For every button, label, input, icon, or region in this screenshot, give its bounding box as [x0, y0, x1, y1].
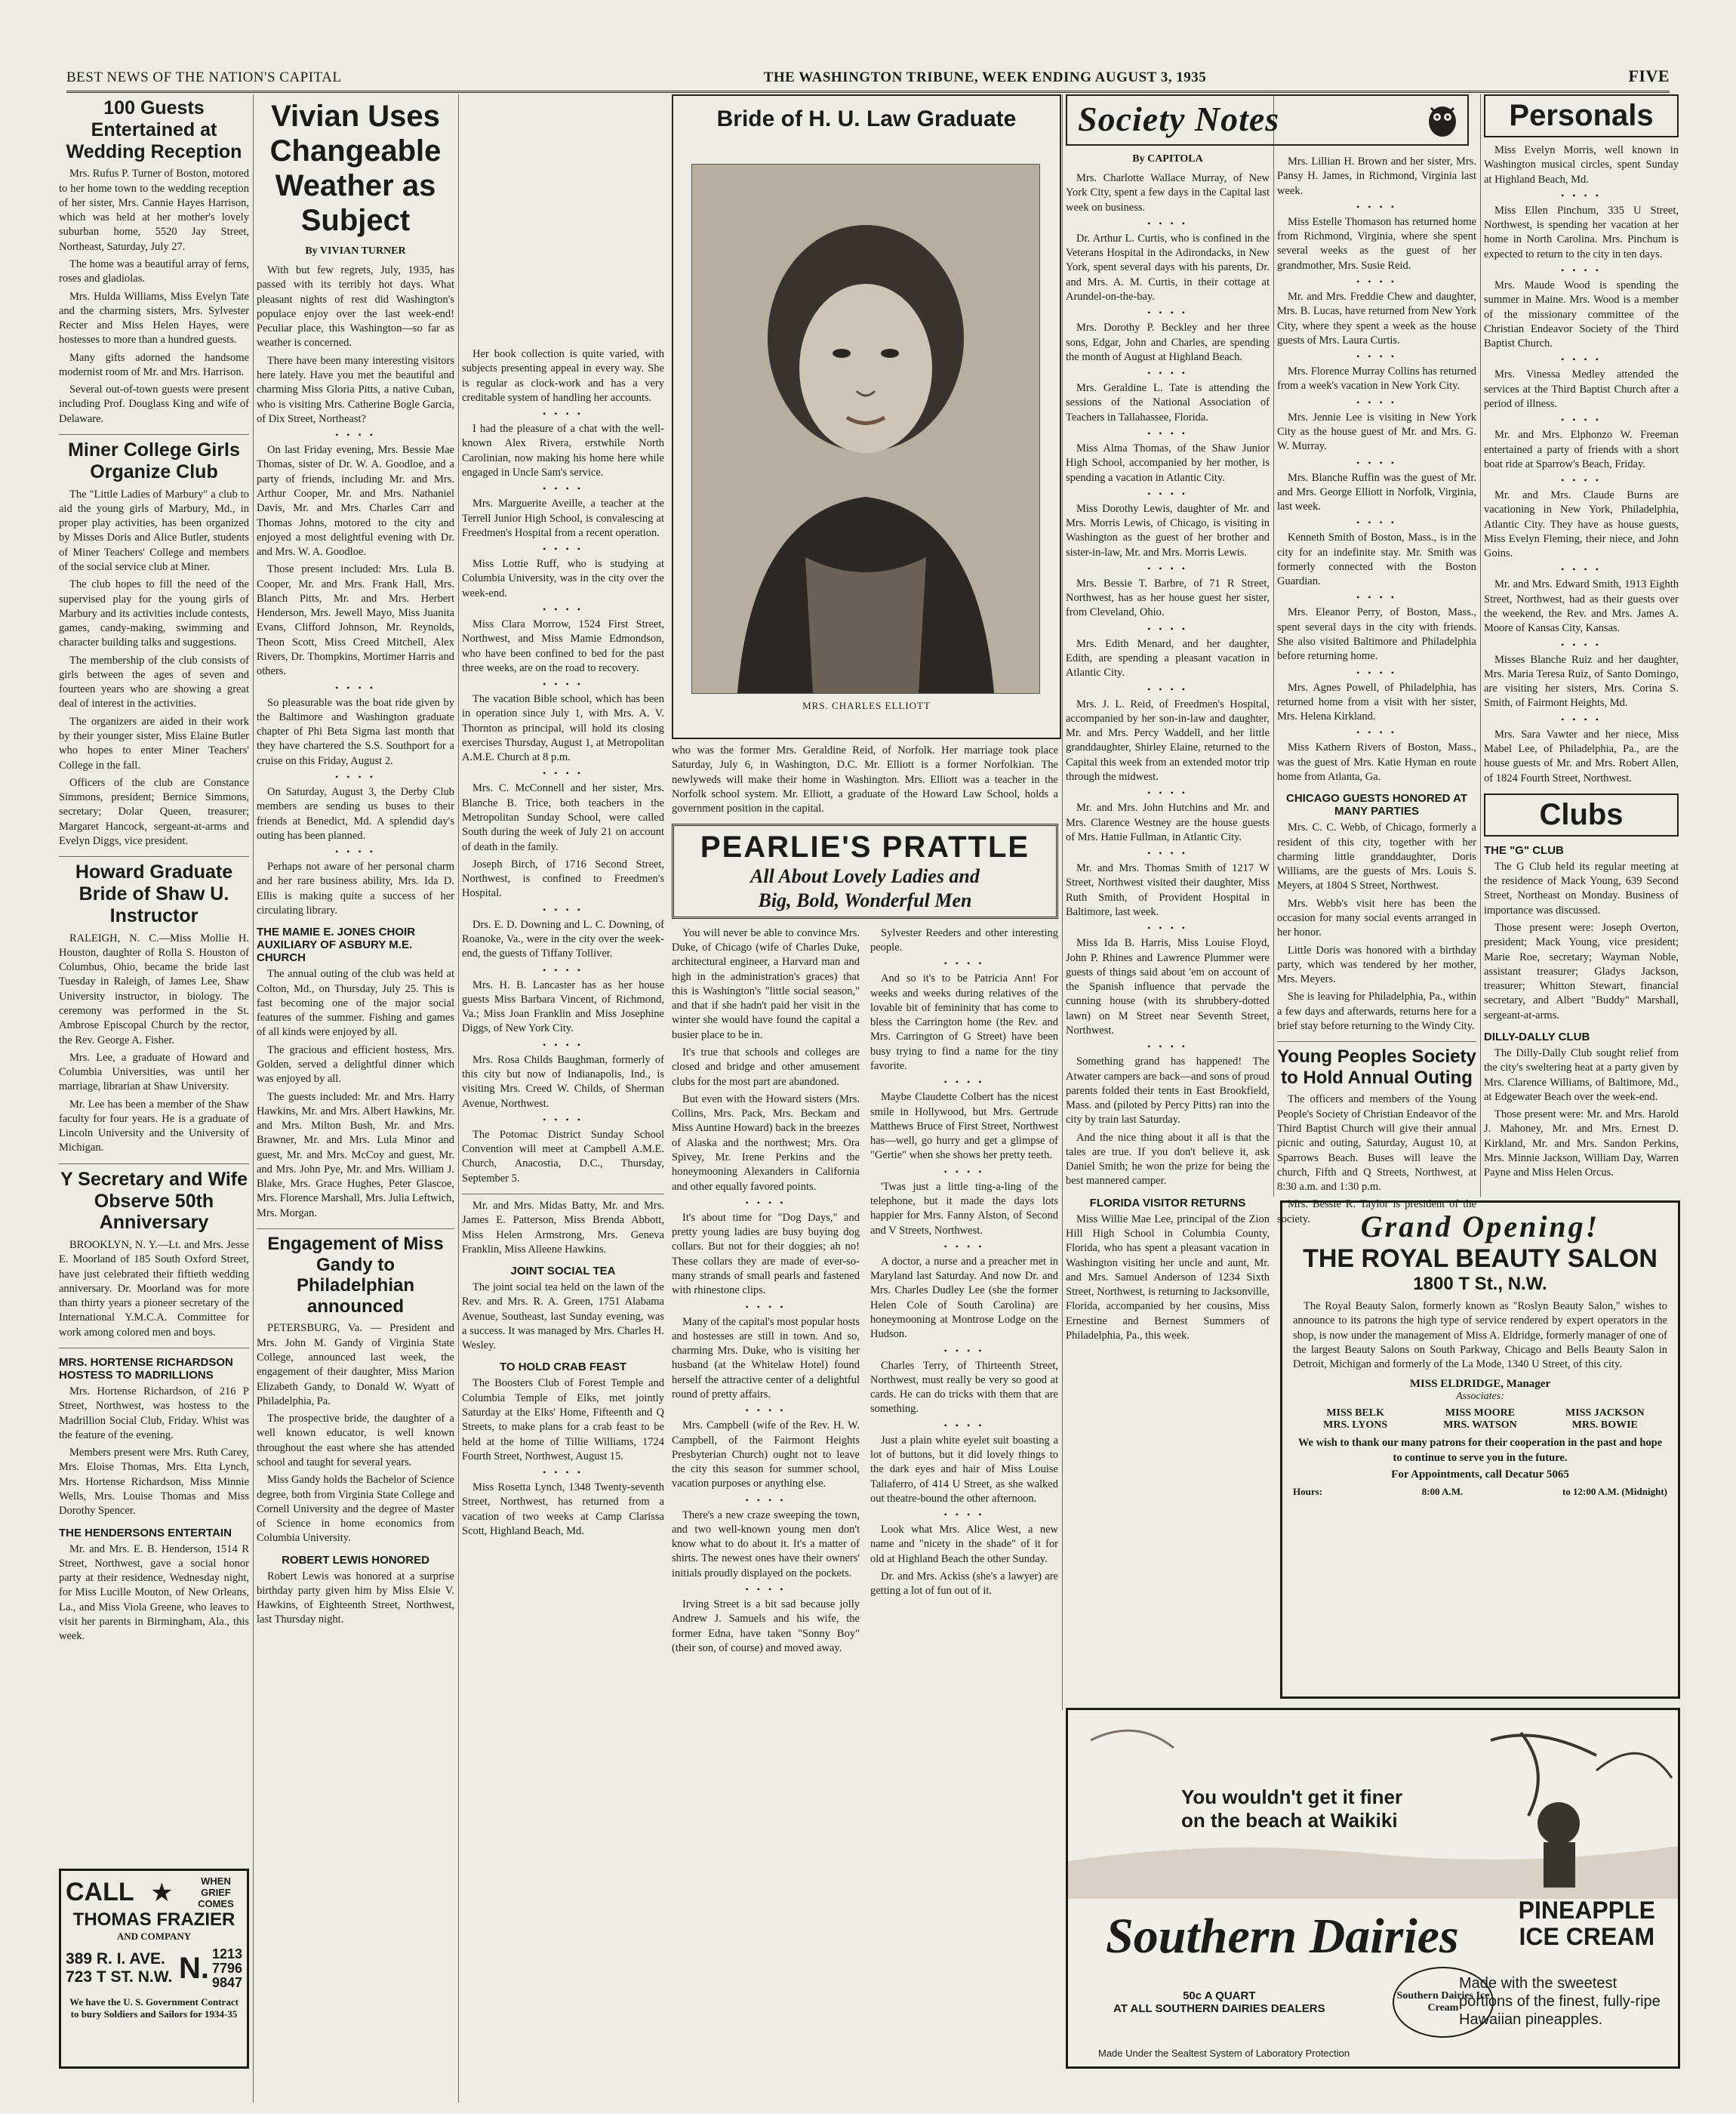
- paragraph: The prospective bride, the daughter of a well known educator, is well known throughout the east where she has attended school and taught for several years.: [257, 1413, 454, 1468]
- paragraph: The Dilly-Dally Club sought relief from the city's sweltering heat at a party given by Mrs. Clarence Williams, of Baltimore, Md., at Edgewater Beach over the week-end.: [1484, 1046, 1679, 1103]
- paragraph: Mr. and Mrs. Claude Burns are vacationing in New York, Philadelphia, Atlantic City. They have as house guests, Miss Evelyn Fleming, their niece, and John Goins.: [1484, 489, 1679, 560]
- paragraph: But even with the Howard sisters (Mrs. Collins, Mrs. Pack, Mrs. Beckam and Miss Auntine Howard) back in the breezes of Alaska and the northwest; Mrs. Ora Spivey, Mr. Irene Perkins and the honeymooning Alexanders in California and other equally favored points.: [672, 1092, 860, 1193]
- paragraph: Those present included: Mrs. Lula B. Cooper, Mr. and Mrs. Frank Hall, Mrs. Blanch Pitts, Mr. and Mrs. Herbert Henderson, Mrs. Jewell Mayo, Miss Juanita Evans, Clifford Johnson, Mr. Reynolds, Theon Scott, Miss Creed Mitchell, Alex Rivers, Dr. Thompkins, Mortimer Harris and others.: [257, 563, 454, 678]
- ad-salon-appointments: For Appointments, call Decatur 5065: [1391, 1468, 1569, 1481]
- society-notes-title: Society Notes: [1078, 100, 1280, 138]
- ad-royal-beauty-salon: [1280, 1200, 1680, 1699]
- ad-dairy-line-1: You wouldn't get it finer: [1181, 1786, 1403, 1808]
- column-1: [59, 94, 249, 1861]
- column-6: Mrs. Lillian H. Brown and her sister, Mrs. Pansy H. James, in Richmond, Virginia last week. • • • • Miss Estelle Thomason has returned home from Richmond, Virginia, where she spent several weeks as the guest of her grandmother, Mrs. Susie Reid. • • • • Mr. and Mrs. Freddie Chew and daughter, Mrs. B. Lucas, have returned from New York City, where they spent a week as the house guests of Mrs. Laura Curtis. • • • • Mrs. Florence Murray Collins has returned from a week's vacation in New York City. • • • • Mrs. Jennie Lee is visiting in New York City as the house guest of Mr. and Mrs. G. W. Murray. • • • • Mrs. Blanche Ruffin was the guest of Mr. and Mrs. George Elliott in Norfolk, Virginia, last week. • • • • Kenneth Smith of Boston, Mass., is in the city for an indefinite stay. Mr. Smith was formerly connected with the Boston Guardian. • • • • Mrs. Eleanor Perry, of Boston, Mass., spent several days in the city with friends. She also visited Baltimore and Philadelphia before returning home. • • • • Mrs. Agnes Powell, of Philadelphia, has returned home from a visit with her sister, Mrs. Helena Kirkland. • • • • Miss Kathern Rivers of Boston, Mass., was the guest of Mrs. Katie Hyman en route home from Atlanta, Ga. CHICAGO GUESTS HONORED AT MANY PARTIES Mrs. C. C. Webb, of Chicago, formerly a resident of this city, together with her charming little granddaughter, Doris Williams, are the guests of Mrs. Louis S. Meyers, at 1804 S Street, Northwest. Mrs. Webb's visit here has been the occasion for many social events arranged in her honor. Little Doris was honored with a birthday party, which was tendered by her mother, Mrs. Meyers. She is leaving for Philadelphia, Pa., within a few days and afterwards, returns here for a brief stay before returning to the Windy City. Young Peoples Society to Hold Annual Outing The officers and members of the Young People's Society of Christian Endeavor of the Third Baptist Church will give their annual picnic and outing, Saturday, August 10, at Sparrows Beach. Buses will leave the church, Fifth and Q Streets, Northwest, at 8:30 a.m. and 1:30 p.m. Mrs. Bessie R. Taylor is president of the society.: [1277, 155, 1476, 1193]
- hours-open: 8:00 A.M.: [1421, 1485, 1464, 1497]
- column-rule: [458, 94, 459, 2103]
- paragraph: A doctor, a nurse and a preacher met in Maryland last Saturday. And now Dr. and Mrs. Charles Dudley Lee (she the former Helen Cole of South Carolina) are honeymooning at Montrose Lodge on the Hudson.: [870, 1255, 1058, 1341]
- column-rule: [1480, 94, 1481, 1197]
- ad-company: AND COMPANY: [116, 1931, 192, 1942]
- pearlie-title: PEARLIE'S PRATTLE: [700, 830, 1030, 864]
- subhead-richardson: MRS. HORTENSE RICHARDSON HOSTESS TO MADRILLIONS: [59, 1355, 233, 1382]
- ad-dairy-price-2: AT ALL SOUTHERN DAIRIES DEALERS: [1113, 2002, 1325, 2015]
- paragraph: Mrs. J. L. Reid, of Freedmen's Hospital, accompanied by her son-in-law and daughter, Mr. and Mrs. Percy Waddell, and her little granddaughter, Shirley Elaine, returned to the Capital this week from an extended motor trip through the midwest.: [1066, 698, 1270, 783]
- column-rule: [1273, 94, 1274, 1197]
- ad-exchange: N.: [178, 1951, 209, 1985]
- paragraph: Dr. Arthur L. Curtis, who is confined in the Veterans Hospital in the Adirondacks, in New York, spent several days with his parents, Dr. and Mrs. A. M. Curtis, in their cottage at Arundel-on-the-bay.: [1066, 232, 1270, 303]
- masthead: [66, 66, 1670, 93]
- headline-young-peoples: Young Peoples Society to Hold Annual Outing: [1277, 1046, 1476, 1088]
- paragraph: Miss Rosetta Lynch, 1348 Twenty-seventh Street, Northwest, has returned from a vacation of two weeks at Camp Clarissa Scott, Highland Beach, Md.: [462, 1481, 664, 1537]
- paragraph: Dr. and Mrs. Ackiss (she's a lawyer) are getting a lot of fun out of it.: [870, 1570, 1058, 1598]
- ad-government-note: We have the U. S. Government Contract to bury Soldiers and Sailors for 1934-35: [69, 1995, 239, 2020]
- ad-dairy-price-1: 50c A QUART: [1183, 1989, 1256, 2002]
- pearlie-column-a: You will never be able to convince Mrs. Duke, of Chicago (wife of Charles Duke, architectural engineer, a Harvard man and high in the administration's graces) that this is Washington's "little social season," and that if she hadn't paid her visit in the winter she would have found the capital a busier place to be in. It's true that schools and colleges are closed and bridge and other amusement clubs for the most part are abandoned. But even with the Howard sisters (Mrs. Collins, Mrs. Pack, Mrs. Beckam and Miss Auntine Howard) back in the breezes of Alaska and the northwest; Mrs. Ora Spivey, Mr. Irene Perkins and the honeymooning Alexanders in California and other equally favored points. • • • • It's about time for "Dog Days," and pretty young ladies are busy buying dog collars. But not for their doggies; ah no! These collars they are made of ever-so-many strands of small pearls and fastened with rhinestone clips. • • • • Many of the capital's most popular hosts and hostesses are still in town. And so, charming Mrs. Duke, who is visiting her husband (at the Whitelaw Hotel) found herself the attractive center of a delightful round of pretty affairs. • • • • Mrs. Campbell (wife of the Rev. H. W. Campbell, of the Fairmont Heights Presbyterian Church) ought not to leave the city this season for summer school, vacation purposes or anything else. • • • • There's a new craze sweeping the town, and two well-known young men don't know what to do about it. It's a matter of shirts. The newest ones have their owners' initials proudly displayed on the pockets. • • • • Irving Street is a bit sad because jolly Andrew J. Samuels and his wife, the former Edna, have taken "Sonny Boy" (their son, of course) and moved away.: [672, 926, 860, 1659]
- paragraph: Mr. and Mrs. Midas Batty, Mr. and Mrs. James E. Patterson, Miss Brenda Abbott, Miss Helen Armstrong, Mrs. Geneva Franklin, Miss Alleene Hawkins.: [462, 1199, 664, 1256]
- column-4: [672, 744, 1058, 2103]
- paragraph: She is leaving for Philadelphia, Pa., within a few days and afterwards, returns here for a brief stay before returning to the Windy City.: [1277, 991, 1476, 1032]
- paragraph: And the nice thing about it all is that the tales are true. If you don't believe it, ask Daniel Smith; he won the prize for being the best mannered camper.: [1066, 1131, 1270, 1188]
- divider: [257, 1228, 454, 1229]
- byline-vivian: By VIVIAN TURNER: [305, 245, 406, 257]
- paragraph: The organizers are aided in their work by their younger sister, Miss Elaine Butler who hopes to enter Miner Teachers' College in the fall.: [59, 715, 249, 772]
- masthead-title: THE WASHINGTON TRIBUNE, WEEK ENDING AUGUST 3, 1935: [763, 69, 1207, 85]
- headline-miner-college: Miner College Girls Organize Club: [68, 439, 240, 482]
- paragraph: The "Little Ladies of Marbury" a club to aid the young girls of Marbury, Md., in proper play activities, has been organized by Misses Doris and Alice Butler, students of Miner Teachers' College and members of the social service club at Miner.: [59, 488, 249, 573]
- column-2: Vivian Uses Changeable Weather as Subject By VIVIAN TURNER With but few regrets, July, 1935, has passed with its terribly hot days. What pleasant nights of rest did Washington's populace enjoy over the last week-end! Peculiar place, this Washington—so far as weather is concerned. There have been many interesting visitors here lately. Have you met the beautiful and charming Miss Gloria Pitts, a native Cuban, who is visiting Mrs. Catherine Bogle Garcia, of Dix Street, Northeast? • • • • On last Friday evening, Mrs. Bessie Mae Thomas, sister of Dr. W. A. Goodloe, and a party of friends, including Mr. and Mrs. Arthur Cooper, Mr. and Mrs. Nathaniel Davis, Mr. and Mrs. Charles Carr and Thomas Johns, motored to the city and enjoyed a most delightful evening with Dr. and Mrs. W. A. Goodloe. Those present included: Mrs. Lula B. Cooper, Mr. and Mrs. Frank Hall, Mrs. Blanch Pitts, Mr. and Mrs. Herbert Henderson, Mrs. Jewell Mayo, Miss Juanita Evans, Clifford Johnson, Mr. Reynolds, Theon Scott, Miss Creed Mitchell, Alex Rivers, Dr. Thompkins, Mortimer Harris and others. • • • • So pleasurable was the boat ride given by the Baltimore and Washington graduate chapter of Phi Beta Sigma last month that they have chartered the S.S. Southport for a cruise on this Friday, August 2. • • • • On Saturday, August 3, the Derby Club members are sending us buses to their friends at Benedict, Md. A splendid day's outing has been planned. • • • • Perhaps not aware of her personal charm and her rare business ability, Mrs. Ida D. Ellis is making quite a success of her circulating library. THE MAMIE E. JONES CHOIR AUXILIARY OF ASBURY M.E. CHURCH The annual outing of the club was held at Colton, Md., on Thursday, July 25. This is fast becoming one of the major social features of the summer. Fishing and games of all kinds were enjoyed by all. The gracious and efficient hostess, Mrs. Golden, served a delightful dinner which was enjoyed by all. The guests included: Mr. and Mrs. Harry Hawkins, Mr. and Mrs. Albert Hawkins, Mr. and Mrs. Milton Bush, Mr. and Mrs. Brawner, Mr. and Mrs. Lula Minor and guest, Mr. and Mrs. McCoy and guest, Mr. and Mrs. John Pye, Mr. and Mrs. William J. Blake, Mrs. Grace Hughes, Peter Glascoe, Mrs. Florence Marshall, Mrs. Julia Leftwich, Mrs. Morgan. Engagement of Miss Gandy to Philadelphian announced PETERSBURG, Va. — President and Mrs. John M. Gandy of Virginia State College, announced last week, the engagement of their daughter, Miss Marion Elizabeth Gandy, to Donald W. Wyatt of Philadelphia, Pa. The prospective bride, the daughter of a well known educator, is well known throughout the east where she has attended school and taught for several years. Miss Gandy holds the Bachelor of Science degree, both from Virginia State College and Cornell University and the degree of Master of Science in home economics from Columbia University. ROBERT LEWIS HONORED Robert Lewis was honored at a surprise birthday party given him by Miss Elsie V. Hawkins, of Eighteenth Street, Northwest, last Thursday night.: [257, 94, 454, 2103]
- paragraph: Look what Mrs. Alice West, a new name and "nicety in the shade" of it for old at Highland Beach the other Sunday.: [870, 1524, 1058, 1565]
- paragraph: Mrs. Lillian H. Brown and her sister, Mrs. Pansy H. James, in Richmond, Virginia last week.: [1277, 156, 1476, 197]
- portrait-photo: [691, 164, 1040, 694]
- paragraph: The gracious and efficient hostess, Mrs. Golden, served a delightful dinner which was enjoyed by all.: [257, 1043, 454, 1086]
- staff-name: MRS. LYONS: [1323, 1419, 1388, 1431]
- paragraph: Members present were Mrs. Ruth Carey, Mrs. Eloise Thomas, Mrs. Etta Lynch, Mrs. Hortense Richardson, Miss Minnie Wells, Mrs. Louise Thomas and Miss Dorothy Spencer.: [59, 1447, 249, 1518]
- paragraph: The annual outing of the club was held at Colton, Md., on Thursday, July 25. This is fast becoming one of the major social features of the summer. Fishing and games of all kinds were enjoyed by all.: [257, 968, 454, 1039]
- paragraph: It's true that schools and colleges are closed and bridge and other amusement clubs for the most part are abandoned.: [672, 1046, 860, 1088]
- ad-southern-dairies: [1066, 1708, 1680, 2069]
- staff-name: MISS JACKSON: [1565, 1407, 1645, 1419]
- masthead-left: BEST NEWS OF THE NATION'S CAPITAL: [66, 69, 342, 85]
- paragraph: Mrs. Geraldine L. Tate is attending the sessions of the National Association of Teachers in Tallahassee, Florida.: [1066, 382, 1270, 424]
- paragraph: Miss Clara Morrow, 1524 First Street, Northwest, and Miss Mamie Edmondson, who have been confined to bed for the past three weeks, are on the road to recovery.: [462, 618, 664, 674]
- pearlie-column-b: Sylvester Reeders and other interesting people. • • • • And so it's to be Patricia Ann! For weeks and weeks during relatives of the lovable bit of femininity that has come to bless the Carrington home (the Rev. and Mrs. Carrington of G Street) have been busy trying to find a name for the tiny favorite. • • • • Maybe Claudette Colbert has the nicest smile in Hollywood, but Mrs. Gertrude Matthews Bruce of First Street, Northwest has—well, go hurry and get a glimpse of "Gertie" when she shows her pretty teeth. • • • • 'Twas just a little ting-a-ling of the telephone, but it made the days lots happier for Mrs. Fanny Alston, of Second and V Streets, Northwest. • • • • A doctor, a nurse and a preacher met in Maryland last Saturday. And now Dr. and Mrs. Charles Dudley Lee (she the former Helen Cole of South Carolina) are honeymooning at Montrose Lodge on the Hudson. • • • • Charles Terry, of Thirteenth Street, Northwest, must really be very so good at cards. He can do tricks with them that are something. • • • • Just a plain white eyelet suit boasting a lot of buttons, but it did lovely things to the dark eyes and hair of Miss Louise Taliaferro, of 414 U Street, as she walked out theatre-bound the other afternoon. • • • • Look what Mrs. Alice West, a new name and "nicety in the shade" of it for old at Highland Beach the other Sunday. Dr. and Mrs. Ackiss (she's a lawyer) are getting a lot of fun out of it.: [870, 926, 1058, 1659]
- paragraph: There have been many interesting visitors here lately. Have you met the beautiful and charming Miss Gloria Pitts, a native Cuban, who is visiting Mrs. Catherine Bogle Garcia, of Dix Street, Northeast?: [257, 354, 454, 425]
- paragraph: The guests included: Mr. and Mrs. Harry Hawkins, Mr. and Mrs. Albert Hawkins, Mr. and Mrs. Milton Bush, Mr. and Mrs. Brawner, Mr. and Mrs. Lula Minor and guest, Mr. and Mrs. McCoy and guest, Mr. and Mrs. John Pye, Mr. and Mrs. William J. Blake, Mrs. Grace Hughes, Peter Glascoe, Mrs. Florence Marshall, Mrs. Julia Leftwich, Mrs. Morgan.: [257, 1090, 454, 1219]
- ad-dairy-line-2: on the beach at Waikiki: [1181, 1809, 1398, 1832]
- paragraph: The officers and members of the Young People's Society of Christian Endeavor of the Third Baptist Church will give their annual picnic and outing, Saturday, August 10, at Sparrows Beach. Buses will leave the church, Fifth and Q Streets, Northwest, at 8:30 a.m. and 1:30 p.m.: [1277, 1093, 1476, 1194]
- ad-salon-address: 1800 T St., N.W.: [1413, 1274, 1547, 1294]
- paragraph: Mr. and Mrs. Thomas Smith of 1217 W Street, Northwest visited their daughter, Miss Ruth Smith, of Provident Hospital in Baltimore, last week.: [1066, 862, 1270, 918]
- subhead-g-club: THE "G" CLUB: [1484, 843, 1564, 857]
- subhead-crab-feast: TO HOLD CRAB FEAST: [499, 1361, 627, 1374]
- ad-thomas-frazier: [59, 1869, 249, 2069]
- paragraph: Mrs. Bessie T. Barbre, of 71 R Street, Northwest, has as her house guest her sister, from Cleveland, Ohio.: [1066, 577, 1270, 619]
- paragraph: Charles Terry, of Thirteenth Street, Northwest, must really be very so good at cards. He can do tricks with them that are something.: [870, 1359, 1058, 1416]
- photo-feature: [672, 94, 1061, 739]
- paragraph: Mr. and Mrs. John Hutchins and Mr. and Mrs. Clarence Westney are the house guests of Mrs. Hattie Fullman, in Atlantic City.: [1066, 802, 1270, 843]
- paragraph: Miss Alma Thomas, of the Shaw Junior High School, accompanied by her mother, is spending a vacation in Atlantic City.: [1066, 442, 1270, 484]
- ad-dairy-footer: Made Under the Sealtest System of Laboratory Protection: [1098, 2048, 1350, 2059]
- subhead-robert-lewis: ROBERT LEWIS HONORED: [282, 1553, 429, 1567]
- hours-label: Hours:: [1293, 1485, 1322, 1497]
- pearlie-subtitle-1: All About Lovely Ladies and: [750, 865, 980, 888]
- paragraph: Miss Evelyn Morris, well known in Washington musical circles, spent Sunday at Highland Beach, Md.: [1484, 144, 1679, 186]
- paragraph: The Boosters Club of Forest Temple and Columbia Temple of Elks, met jointly Saturday at the Elks' Home, Fifteenth and Q Streets, to make plans for a crab feast to be held at the home of Tillie Williams, 1724 Fourth Street, Northwest, August 15.: [462, 1377, 664, 1462]
- column-5: Society Notes By CAPITOLA Mrs. Charlotte Wallace Murray, of New York City, spent a few days in the Capital last week on business. • • • • Dr. Arthur L. Curtis, who is confined in the Veterans Hospital in the Adirondacks, in New York, spent several days with his parents, Dr. and Mrs. A. M. Curtis, in their cottage at Arundel-on-the-bay. • • • • Mrs. Dorothy P. Beckley and her three sons, Edgar, John and Charles, are spending the month of August at Highland Beach. • • • • Mrs. Geraldine L. Tate is attending the sessions of the National Association of Teachers in Tallahassee, Florida. • • • • Miss Alma Thomas, of the Shaw Junior High School, accompanied by her mother, is spending a vacation in Atlantic City. • • • • Miss Dorothy Lewis, daughter of Mr. and Mrs. Morris Lewis, of Chicago, is visiting in Washington as the guest of her brother and sister-in-law, Mr. and Mrs. Morris Lewis. • • • • Mrs. Bessie T. Barbre, of 71 R Street, Northwest, has as her house guest her sister, from Cleveland, Ohio. • • • • Mrs. Edith Menard, and her daughter, Edith, are spending a pleasant vacation in Atlantic City. • • • • Mrs. J. L. Reid, of Freedmen's Hospital, accompanied by her son-in-law and daughter, Mr. and Mrs. Percy Waddell, and her little granddaughter, Shirley Elaine, returned to the Capital this week from an extended motor trip through the midwest. • • • • Mr. and Mrs. John Hutchins and Mr. and Mrs. Clarence Westney are the house guests of Mrs. Hattie Fullman, in Atlantic City. • • • • Mr. and Mrs. Thomas Smith of 1217 W Street, Northwest visited their daughter, Miss Ruth Smith, of Provident Hospital in Baltimore, last week. • • • • Miss Ida B. Harris, Miss Louise Floyd, John P. Rhines and Lawrence Plummer were guests of things said about 'em on account of the Spanish influence that pervade the cunning house (with its shrubbery-dotted lawn) on M Street near Seventh Street, Northwest. • • • • Something grand has happened! The Atwater campers are back—and sons of proud parents folded their tents in East Brookfield, Mass. and (piloted by Percy Pitts) ran into the city by train last Saturday. And the nice thing about it all is that the tales are true. If you don't believe it, ask Daniel Smith; he won the prize for being the best mannered camper. FLORIDA VISITOR RETURNS Miss Willie Mae Lee, principal of the Zion Hill High School in Columbia County, Florida, who has spent a pleasant vacation in Washington visiting her uncle and aunt, Mr. and Mrs. Samuel Anderson of 1234 Sixth Street, Northwest, is returning to Jacksonville, Florida, accompanied by her cousins, Miss Ernestine and Bernest Summers of Philadelphia, Pa., this week.: [1066, 94, 1270, 1197]
- ad-salon-staff: [1293, 1407, 1667, 1431]
- subhead-chicago-guests: CHICAGO GUESTS HONORED AT MANY PARTIES: [1285, 792, 1467, 818]
- paragraph: The vacation Bible school, which has been in operation since July 1, with Mrs. A. V. Thornton as principal, will hold its closing exercises Thursday, August 1, at Metropolitan A.M.E. Church at 8 p.m.: [462, 693, 664, 764]
- paragraph: Mr. and Mrs. Freddie Chew and daughter, Mrs. B. Lucas, have returned from New York City, where they spent a week as the house guests of Mrs. Laura Curtis.: [1277, 290, 1476, 347]
- ad-address-2: 723 T ST. N.W.: [66, 1968, 173, 1986]
- paragraph: You will never be able to convince Mrs. Duke, of Chicago (wife of Charles Duke, architectural engineer, a Harvard man and high in the administration's graces) that this is Washington's "little social season," and that if she hadn't paid her visit in the winter she would have found the capital a busier place to be in.: [672, 926, 860, 1041]
- subhead-hendersons: THE HENDERSONS ENTERTAIN: [59, 1526, 232, 1539]
- ad-phone: 1213: [211, 1946, 242, 1961]
- subhead-dilly-dally: DILLY-DALLY CLUB: [1484, 1030, 1590, 1043]
- paragraph: Mrs. Lee, a graduate of Howard and Columbia Universities, was until her marriage, librarian at Shaw University.: [59, 1051, 249, 1093]
- headline-vivian: Vivian Uses Changeable Weather as Subject: [269, 100, 442, 237]
- paragraph: Officers of the club are Constance Simmons, president; Bernice Simmons, secretary; Dolar Queen, treasurer; Margaret Hancock, sergeant-at-arms and Evelyn Diggs, vice president.: [59, 776, 249, 847]
- paragraph: Mr. Lee has been a member of the Shaw faculty for four years. He is a graduate of Lincoln University and the University of Michigan.: [59, 1098, 249, 1154]
- paragraph: Mrs. Hortense Richardson, of 216 P Street, Northwest, was hostess to the Madrillion Social Club, Friday. Whist was the feature of the evening.: [59, 1385, 249, 1441]
- ad-phone: 9847: [211, 1974, 242, 1990]
- photo-text: who was the former Mrs. Geraldine Reid, of Norfolk. Her marriage took place Saturday, July 6, in Washington, D.C. Mr. Elliott is a former Norfolkian. The newlyweds will make their home in Washington. Mrs. Elliott was a teacher in the Norfolk school system. Mr. Elliott, a graduate of the Howard Law School, holds a government position in the capital.: [672, 744, 1058, 815]
- staff-name: MISS MOORE: [1445, 1407, 1516, 1419]
- personals-header: Personals: [1484, 94, 1679, 137]
- staff-name: MRS. WATSON: [1443, 1419, 1517, 1431]
- staff-name: MISS BELK: [1326, 1407, 1384, 1419]
- ad-dairy-description: Made with the sweetest portions of the finest, fully-ripe Hawaiian pineapples.: [1459, 1975, 1661, 2028]
- paragraph: The joint social tea held on the lawn of the Rev. and Mrs. R. A. Green, 1751 Alabama Avenue, Southeast, last Sunday evening, was a success. It was managed by Mrs. Charles H. Wesley.: [462, 1281, 664, 1352]
- ad-phone: 7796: [211, 1960, 242, 1976]
- paragraph: Several out-of-town guests were present including Prof. Douglass King and wife of Delaware.: [59, 384, 249, 425]
- paragraph: Mrs. Jennie Lee is visiting in New York City as the house guest of Mr. and Mrs. G. W. Murray.: [1277, 411, 1476, 453]
- hours-close: to 12:00 A.M. (Midnight): [1562, 1485, 1667, 1497]
- paragraph: Mrs. Bessie R. Taylor is president of the society.: [1277, 1198, 1476, 1225]
- ad-grand-opening: Grand Opening!: [1360, 1210, 1600, 1243]
- ad-salon-manager: MISS ELDRIDGE, Manager: [1409, 1378, 1551, 1391]
- ad-when-grief: WHEN GRIEF COMES: [198, 1875, 234, 1909]
- paragraph: 'Twas just a little ting-a-ling of the telephone, but it made the days lots happier for Mrs. Fanny Alston, of Second and V Streets, Northwest.: [870, 1180, 1058, 1237]
- ad-salon-hours: [1293, 1486, 1667, 1498]
- star-icon: ★: [150, 1878, 174, 1907]
- staff-name: MRS. BOWIE: [1571, 1419, 1638, 1431]
- paragraph: RALEIGH, N. C.—Miss Mollie H. Houston, daughter of Rolla S. Houston of Columbus, Ohio, became the bride last Tuesday in Raleigh, of James Lee, Shaw University instructor, in biology. The ceremony was performed in the St. Ambrose Episcopal Church by the rector, the Rev. George A. Fisher.: [59, 932, 249, 1046]
- paragraph: Mrs. Eleanor Perry, of Boston, Mass., spent several days in the city with friends. She also visited Baltimore and Philadelphia before returning home.: [1277, 606, 1476, 663]
- paragraph: Mr. and Mrs. E. B. Henderson, 1514 R Street, Northwest, gave a social honor party at their residence, Wednesday night, for Miss Lucille Mouton, of New Orleans, La., and Miss Viola Greene, who leaves to visit her parents in Birmingham, Ala., this week.: [59, 1542, 249, 1643]
- byline-capitola: By CAPITOLA: [1132, 153, 1203, 165]
- paragraph: The G Club held its regular meeting at the residence of Mack Young, 639 Second Street, Northeast on Monday. Business of importance was discussed.: [1484, 860, 1679, 917]
- ad-salon-name: THE ROYAL BEAUTY SALON: [1303, 1244, 1658, 1273]
- paragraph: The home was a beautiful array of ferns, roses and gladiolas.: [59, 257, 249, 285]
- paragraph: Miss Ellen Pinchum, 335 U Street, Northwest, is spending her vacation at her home in North Carolina. Mrs. Pinchum is expected to return to the city in ten days.: [1484, 204, 1679, 260]
- column-3: Her book collection is quite varied, with subjects presenting appeal in every way. She is regular as clock-work and has a very creditable system of handling her accounts. • • • • I had the pleasure of a chat with the well-known Alex Rivera, erstwhile North Carolinian, now making his home here while engaged in Uncle Sam's service. • • • • Mrs. Marguerite Aveille, a teacher at the Terrell Junior High School, is convalescing at Freedmen's Hospital from a recent operation. • • • • Miss Lottie Ruff, who is studying at Columbia University, was in the city over the week-end. • • • • Miss Clara Morrow, 1524 First Street, Northwest, and Miss Mamie Edmondson, who have been confined to bed for the past three weeks, are on the road to recovery. • • • • The vacation Bible school, which has been in operation since July 1, with Mrs. A. V. Thornton as principal, will hold its closing exercises Thursday, August 1, at Metropolitan A.M.E. Church at 8 p.m. • • • • Mrs. C. McConnell and her sister, Mrs. Blanche B. Trice, both teachers in the Metropolitan Sunday School, were called South during the week of July 21 on account of death in the family. Joseph Birch, of 1716 Second Street, Northwest, is confined to Freedmen's Hospital. • • • • Drs. E. D. Downing and L. C. Downing, of Roanoke, Va., were in the city over the week-end, the guests of Tiffany Tolliver. • • • • Mrs. H. B. Lancaster has as her house guests Miss Barbara Vincent, of Richmond, Va.; Miss Joan Franklin and Miss Josephine Diggs, of New York City. • • • • Mrs. Rosa Childs Baughman, formerly of this city but now of Indianapolis, Ind., is visiting Mrs. Creed W. Childs, of Sherman Avenue, Northwest. • • • • The Potomac District Sunday School Convention will meet at Campbell A.M.E. Church, Anacostia, D.C., Thursday, September 5. Mr. and Mrs. Midas Batty, Mr. and Mrs. James E. Patterson, Miss Brenda Abbott, Miss Helen Armstrong, Mrs. Geneva Franklin, Miss Alleene Hawkins. JOINT SOCIAL TEA The joint social tea held on the lawn of the Rev. and Mrs. R. A. Green, 1751 Alabama Avenue, Southeast, last Sunday evening, was a success. It was managed by Mrs. Charles H. Wesley. TO HOLD CRAB FEAST The Boosters Club of Forest Temple and Columbia Temple of Elks, met jointly Saturday at the Elks' Home, Fifteenth and Q Streets, to make plans for a crab feast to be held at the home of Tillie Williams, 1724 Fourth Street, Northwest, August 15. • • • • Miss Rosetta Lynch, 1348 Twenty-seventh Street, Northwest, has returned from a vacation of two weeks at Camp Clarissa Scott, Highland Beach, Md.: [462, 347, 664, 2103]
- paragraph: On last Friday evening, Mrs. Bessie Mae Thomas, sister of Dr. W. A. Goodloe, and a party of friends, including Mr. and Mrs. Arthur Cooper, Mr. and Mrs. Nathaniel Davis, Mr. and Mrs. Charles Carr and Thomas Johns, motored to the city and enjoyed a most delightful evening with Dr. and Mrs. W. A. Goodloe.: [257, 444, 454, 559]
- page-number: FIVE: [1628, 66, 1670, 85]
- paragraph: So pleasurable was the boat ride given by the Baltimore and Washington graduate chapter of Phi Beta Sigma last month that they have chartered the S.S. Southport for a cruise on this Friday, August 2.: [257, 696, 454, 767]
- subhead-joint-social-tea: JOINT SOCIAL TEA: [510, 1265, 616, 1278]
- paragraph: Mrs. Agnes Powell, of Philadelphia, has returned home from a visit with her sister, Mrs. Helena Kirkland.: [1277, 681, 1476, 723]
- paragraph: The Potomac District Sunday School Convention will meet at Campbell A.M.E. Church, Anacostia, D.C., Thursday, September 5.: [462, 1128, 664, 1185]
- paragraph: It's about time for "Dog Days," and pretty young ladies are busy buying dog collars. But not for their doggies; ah no! These collars they are made of ever-so-many strands of small pearls and fastened with rhinestone clips.: [672, 1211, 860, 1297]
- column-rule: [253, 94, 254, 2103]
- headline-gandy: Engagement of Miss Gandy to Philadelphian announced: [267, 1234, 444, 1317]
- ad-dairy-product-2: ICE CREAM: [1519, 1923, 1655, 1951]
- paragraph: Mrs. H. B. Lancaster has as her house guests Miss Barbara Vincent, of Richmond, Va.; Miss Joan Franklin and Miss Josephine Diggs, of New York City.: [462, 978, 664, 1035]
- paragraph: BROOKLYN, N. Y.—Lt. and Mrs. Jesse E. Moorland of 185 South Oxford Street, have just celebrated their fiftieth wedding anniversary. Dr. Moorland was for more than thirty years a pioneer secretary of the International Y.M.C.A. Committee for work among colored men and boys.: [59, 1239, 249, 1339]
- paragraph: Many gifts adorned the handsome modernist room of Mr. and Mrs. Harrison.: [59, 351, 249, 378]
- pearlies-prattle-header: [672, 824, 1058, 918]
- paragraph: Just a plain white eyelet suit boasting a lot of buttons, but it did lovely things to the dark eyes and hair of Miss Louise Taliaferro, of 414 U Street, as she walked out theatre-bound the other afternoon.: [870, 1434, 1058, 1505]
- paragraph: Miss Dorothy Lewis, daughter of Mr. and Mrs. Morris Lewis, of Chicago, is visiting in Washington as the guest of her brother and sister-in-law, Mr. and Mrs. Morris Lewis.: [1066, 502, 1270, 559]
- paragraph: Miss Willie Mae Lee, principal of the Zion Hill High School in Columbia County, Florida, who has spent a pleasant vacation in Washington visiting her uncle and aunt, Mr. and Mrs. Samuel Anderson of 1234 Sixth Street, Northwest, is returning to Jacksonville, Florida, accompanied by her cousins, Miss Ernestine and Bernest Summers of Philadelphia, Pa., this week.: [1066, 1213, 1270, 1342]
- paragraph: Mrs. Sara Vawter and her niece, Miss Mabel Lee, of Philadelphia, Pa., are the house guests of Mr. and Mrs. Robert Allen, of 1824 Fourth Street, Northwest.: [1484, 728, 1679, 784]
- clubs-header: Clubs: [1484, 794, 1679, 837]
- paragraph: Perhaps not aware of her personal charm and her rare business ability, Mrs. Ida D. Ellis is making quite a success of her circulating library.: [257, 861, 454, 917]
- ad-call-word: CALL: [66, 1878, 134, 1906]
- paragraph: Something grand has happened! The Atwater campers are back—and sons of proud parents folded their tents in East Brookfield, Mass. and (piloted by Percy Pitts) ran into the city by train last Saturday.: [1066, 1055, 1270, 1126]
- paragraph: Mrs. Vinessa Medley attended the services at the Third Baptist Church after a period of illness.: [1484, 368, 1679, 410]
- ad-dairy-product-1: PINEAPPLE: [1518, 1897, 1655, 1924]
- paragraph: Mrs. Dorothy P. Beckley and her three sons, Edgar, John and Charles, are spending the month of August at Highland Beach.: [1066, 322, 1270, 363]
- divider: [59, 1163, 249, 1164]
- paragraph: Joseph Birch, of 1716 Second Street, Northwest, is confined to Freedmen's Hospital.: [462, 858, 664, 900]
- paragraph: Mrs. Florence Murray Collins has returned from a week's vacation in New York City.: [1277, 365, 1476, 393]
- portrait-illustration: [692, 165, 1039, 693]
- divider: [1277, 1041, 1476, 1042]
- paragraph: Irving Street is a bit sad because jolly Andrew J. Samuels and his wife, the former Edna, have taken "Sonny Boy" (their son, of course) and moved away.: [672, 1598, 860, 1654]
- paragraph: Miss Lottie Ruff, who is studying at Columbia University, was in the city over the week-end.: [462, 558, 664, 599]
- pearlie-subtitle-2: Big, Bold, Wonderful Men: [758, 889, 972, 911]
- paragraph: Miss Estelle Thomason has returned home from Richmond, Virginia, where she spent several weeks as the guest of her grandmother, Mrs. Susie Reid.: [1277, 215, 1476, 272]
- paragraph: Mrs. C. C. Webb, of Chicago, formerly a resident of this city, together with her charming little granddaughter, Doris Williams, are the guests of Mrs. Louis S. Meyers, at 1804 S Street, Northwest.: [1277, 821, 1476, 892]
- ad-firm-name: THOMAS FRAZIER: [72, 1909, 235, 1930]
- paragraph: Miss Ida B. Harris, Miss Louise Floyd, John P. Rhines and Lawrence Plummer were guests of things said about 'em on account of the Spanish influence that pervade the cunning house (with its shrubbery-dotted lawn) on M Street near Seventh Street, Northwest.: [1066, 937, 1270, 1037]
- paragraph: Those present were: Joseph Overton, president; Mack Young, vice president; Marie Roe, secretary; Wayman Noble, assistant treasurer; Gladys Jackson, treasurer; Whitton Stewart, financial secretary, and Albert "Buddy" Marshall, sergeant-at-arms.: [1484, 921, 1679, 1022]
- paragraph: Mrs. Rufus P. Turner of Boston, motored to her home town to the wedding reception of her sister, Mrs. Cannie Hayes Harrison, which was held at her mother's lovely suburban home, 5520 Jay Street, Northeast, Saturday, July 27.: [59, 168, 249, 253]
- ad-dairy-headline: [1181, 1786, 1402, 1832]
- paragraph: There's a new craze sweeping the town, and two well-known young men don't know what to do about it. It's a matter of shirts. The newest ones have their owners' initials proudly displayed on the pockets.: [672, 1508, 860, 1579]
- paragraph: Mrs. Edith Menard, and her daughter, Edith, are spending a pleasant vacation in Atlantic City.: [1066, 637, 1270, 680]
- paragraph: Mrs. Webb's visit here has been the occasion for many social events arranged in her honor.: [1277, 897, 1476, 939]
- ad-salon-thanks: We wish to thank our many patrons for their cooperation in the past and hope to continue to serve you in the future.: [1297, 1437, 1663, 1464]
- paragraph: Miss Gandy holds the Bachelor of Science degree, both from Virginia State College and Cornell University and the degree of Master of Science in home economics from Columbia University.: [257, 1474, 454, 1545]
- paragraph: The membership of the club consists of girls between the ages of seven and fourteen years who are showing a great deal of interest in the activities.: [59, 654, 249, 710]
- subhead-choir: THE MAMIE E. JONES CHOIR AUXILIARY OF ASBURY M.E. CHURCH: [257, 926, 416, 965]
- headline-howard-graduate: Howard Graduate Bride of Shaw U. Instructor: [75, 861, 233, 926]
- headline-wedding-reception: 100 Guests Entertained at Wedding Reception: [66, 97, 242, 162]
- paragraph: Mrs. Blanche Ruffin was the guest of Mr. and Mrs. George Elliott in Norfolk, Virginia, last week.: [1277, 471, 1476, 513]
- ad-dairy-brand: Southern Dairies: [1106, 1909, 1459, 1964]
- paragraph: With but few regrets, July, 1935, has passed with its terribly hot days. What pleasant nights of rest did Washington's populace enjoy over the last week-end! Peculiar place, this Washington—so far as weather is concerned.: [257, 264, 454, 350]
- ad-salon-associates: Associates:: [1456, 1391, 1504, 1403]
- headline-y-secretary: Y Secretary and Wife Observe 50th Anniversary: [60, 1168, 248, 1234]
- paragraph: Miss Kathern Rivers of Boston, Mass., was the guest of Mrs. Katie Hyman en route home from Atlanta, Ga.: [1277, 741, 1476, 783]
- paragraph: On Saturday, August 3, the Derby Club members are sending us buses to their friends at Benedict, Md. A splendid day's outing has been planned.: [257, 786, 454, 842]
- photo-headline: Bride of H. U. Law Graduate: [716, 106, 1017, 131]
- paragraph: Mrs. Rosa Childs Baughman, formerly of this city but now of Indianapolis, Ind., is visiting Mrs. Creed W. Childs, of Sherman Avenue, Northwest.: [462, 1053, 664, 1110]
- paragraph: Robert Lewis was honored at a surprise birthday party given him by Miss Elsie V. Hawkins, of Eighteenth Street, Northwest, last Thursday night.: [257, 1570, 454, 1626]
- ad-address-1: 389 R. I. AVE.: [66, 1950, 165, 1968]
- paragraph: Mrs. Maude Wood is spending the summer in Maine. Mrs. Wood is a member of the missionary committee of the Christian Endeavor Society of the Third Baptist Church.: [1484, 279, 1679, 350]
- paragraph: Little Doris was honored with a birthday party, which was tendered by her mother, Mrs. Meyers.: [1277, 944, 1476, 986]
- society-notes-header: [1066, 94, 1469, 146]
- paragraph: Mrs. Campbell (wife of the Rev. H. W. Campbell, of the Fairmont Heights Presbyterian Church) ought not to leave the city this season for summer school, vacation purposes or anything else.: [672, 1419, 860, 1490]
- subhead-florida-visitor: FLORIDA VISITOR RETURNS: [1089, 1196, 1246, 1210]
- ad-salon-body: The Royal Beauty Salon, formerly known as "Roslyn Beauty Salon," wishes to announce to its patrons the high type of service rendered by expert operators in the shop, is now under the management of Miss A. Eldridge, formerly manager of one of the largest Beauty Salons on South Parkway, Chicago and Bells Beauty Salon in Detroit, Michigan and formerly of the La Mode, 1340 U Street, of this city.: [1293, 1300, 1667, 1371]
- paragraph: Her book collection is quite varied, with subjects presenting appeal in every way. She is regular as clock-work and has a very creditable system of handling her accounts.: [462, 348, 664, 404]
- paragraph: Mrs. Charlotte Wallace Murray, of New York City, spent a few days in the Capital last week on business.: [1066, 172, 1270, 214]
- paragraph: Drs. E. D. Downing and L. C. Downing, of Roanoke, Va., were in the city over the week-end, the guests of Tiffany Tolliver.: [462, 918, 664, 960]
- column-rule: [1062, 94, 1063, 1710]
- ad-dairy-product: [1519, 1897, 1655, 1950]
- paragraph: Mr. and Mrs. Elphonzo W. Freeman entertained a party of friends with a short boat ride at Sparrow's Beach, Friday.: [1484, 429, 1679, 470]
- divider: [59, 434, 249, 435]
- paragraph: Mr. and Mrs. Edward Smith, 1913 Eighth Street, Northwest, had as their guests over the weekend, the Rev. and Mrs. James A. Moore of Kansas City, Kansas.: [1484, 578, 1679, 635]
- paragraph: Many of the capital's most popular hosts and hostesses are still in town. And so, charming Mrs. Duke, who is visiting her husband (at the Whitelaw Hotel) found herself the attractive center of a delightful round of pretty affairs.: [672, 1315, 860, 1401]
- paragraph: Mrs. C. McConnell and her sister, Mrs. Blanche B. Trice, both teachers in the Metropolitan Sunday School, were called South during the week of July 21 on account of death in the family.: [462, 782, 664, 853]
- divider: [59, 856, 249, 857]
- paragraph: Mrs. Hulda Williams, Miss Evelyn Tate and the charming sisters, Mrs. Sylvester Recter and Miss Helen Hayes, were hostesses to more than a hundred guests.: [59, 290, 249, 347]
- paragraph: I had the pleasure of a chat with the well-known Alex Rivera, erstwhile North Carolinian, now making his home here while engaged in Uncle Sam's service.: [462, 423, 664, 479]
- photo-caption: MRS. CHARLES ELLIOTT: [802, 700, 931, 711]
- paragraph: Mrs. Marguerite Aveille, a teacher at the Terrell Junior High School, is convalescing at Freedmen's Hospital from a recent operation.: [462, 498, 664, 539]
- owl-icon: [1425, 100, 1460, 138]
- paragraph: Kenneth Smith of Boston, Mass., is in the city for an indefinite stay. Mr. Smith was formerly connected with the Boston Guardian.: [1277, 532, 1476, 588]
- ad-dairy-badge: Southern Dairies Ice Cream: [1393, 1967, 1494, 2038]
- paragraph: Sylvester Reeders and other interesting people.: [870, 926, 1058, 954]
- paragraph: The club hopes to fill the need of the supervised play for the young girls of Marbury and its activities include contests, games, candy-making, swimming and character building talks and suggestions.: [59, 578, 249, 649]
- paragraph: Those present were: Mr. and Mrs. Harold J. Mahoney, Mr. and Mrs. Ernest D. Kirkland, Mr. and Mrs. Sandon Perkins, Mrs. Minnie Jackson, William Day, Warren Payne and Miss Helen Orcus.: [1484, 1108, 1679, 1179]
- paragraph: And so it's to be Patricia Ann! For weeks and weeks during relatives of the lovable bit of femininity that has come to bless the Carrington home (the Rev. and Mrs. Carrington of G Street) have been busy trying to find a name for the tiny favorite.: [870, 972, 1058, 1073]
- paragraph: Misses Blanche Ruiz and her daughter, Mrs. Maria Teresa Ruiz, of Santo Domingo, are visiting her sisters, Mrs. Corina S. Smith, of Fairmont Heights, Md.: [1484, 653, 1679, 710]
- column-7: Personals Miss Evelyn Morris, well known in Washington musical circles, spent Sunday at Highland Beach, Md. • • • • Miss Ellen Pinchum, 335 U Street, Northwest, is spending her vacation at her home in North Carolina. Mrs. Pinchum is expected to return to the city in ten days. • • • • Mrs. Maude Wood is spending the summer in Maine. Mrs. Wood is a member of the missionary committee of the Christian Endeavor Society of the Third Baptist Church. • • • • Mrs. Vinessa Medley attended the services at the Third Baptist Church after a period of illness. • • • • Mr. and Mrs. Elphonzo W. Freeman entertained a party of friends with a short boat ride at Sparrow's Beach, Friday. • • • • Mr. and Mrs. Claude Burns are vacationing in New York, Philadelphia, Atlantic City. They have as house guests, Miss Evelyn Fleming, their niece, and John Goins. • • • • Mr. and Mrs. Edward Smith, 1913 Eighth Street, Northwest, had as their guests over the weekend, the Rev. and Mrs. James A. Moore of Kansas City, Kansas. • • • • Misses Blanche Ruiz and her daughter, Mrs. Maria Teresa Ruiz, of Santo Domingo, are visiting her sisters, Mrs. Corina S. Smith, of Fairmont Heights, Md. • • • • Mrs. Sara Vawter and her niece, Miss Mabel Lee, of Philadelphia, Pa., are the house guests of Mr. and Mrs. Robert Allen, of 1824 Fourth Street, Northwest. Clubs THE "G" CLUB The G Club held its regular meeting at the residence of Mack Young, 639 Second Street, Northeast on Monday. Business of importance was discussed. Those present were: Joseph Overton, president; Mack Young, vice president; Marie Roe, secretary; Wayman Noble, assistant treasurer; Gladys Jackson, treasurer; Whitton Stewart, financial secretary, and Albert "Buddy" Marshall, sergeant-at-arms. DILLY-DALLY CLUB The Dilly-Dally Club sought relief from the city's sweltering heat at a party given by Mrs. Clarence Williams, of Baltimore, Md., at Edgewater Beach over the week-end. Those present were: Mr. and Mrs. Harold J. Mahoney, Mr. and Mrs. Ernest D. Kirkland, Mr. and Mrs. Sandon Perkins, Mrs. Minnie Jackson, William Day, Warren Payne and Miss Helen Orcus.: [1484, 94, 1679, 1193]
- paragraph: Maybe Claudette Colbert has the nicest smile in Hollywood, but Mrs. Gertrude Matthews Bruce of First Street, Northwest has—well, go hurry and get a glimpse of "Gertie" when she shows her pretty teeth.: [870, 1091, 1058, 1162]
- paragraph: PETERSBURG, Va. — President and Mrs. John M. Gandy of Virginia State College, announced last week, the engagement of their daughter, Miss Marion Elizabeth Gandy, to Donald W. Wyatt of Philadelphia, Pa.: [257, 1322, 454, 1407]
- ad-dairy-price: [1113, 1989, 1325, 2015]
